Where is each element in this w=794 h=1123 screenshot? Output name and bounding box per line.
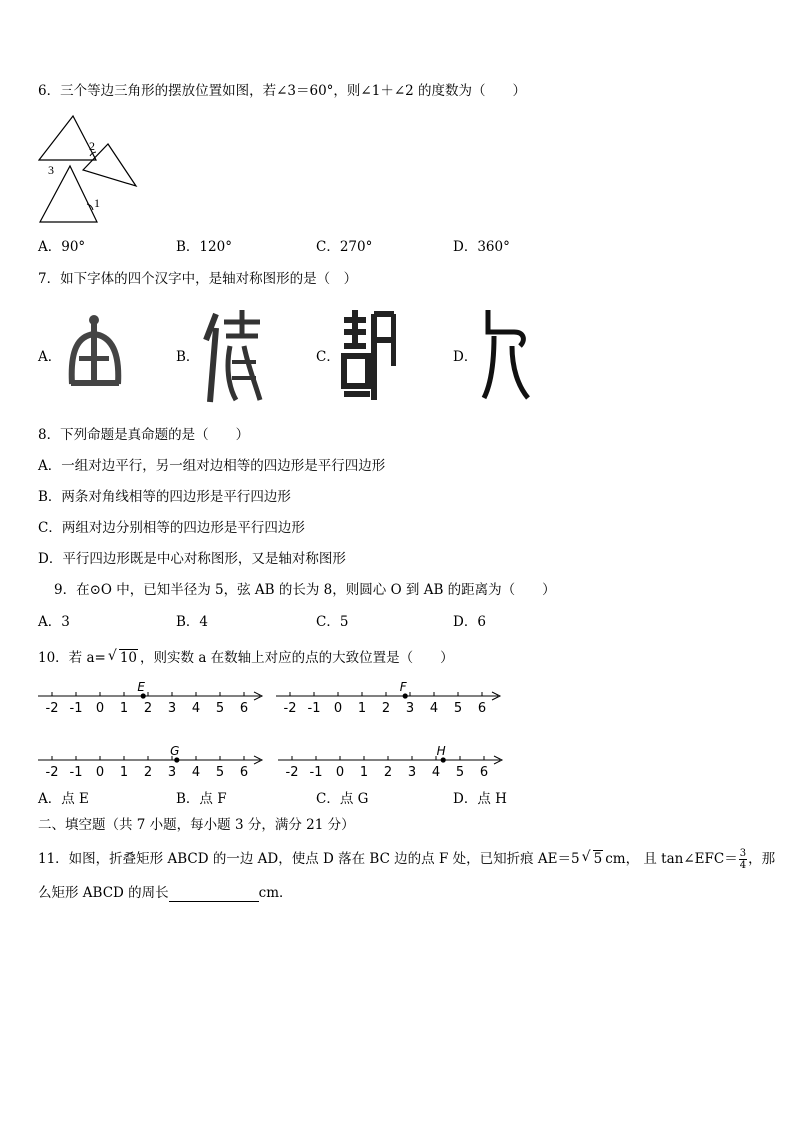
tick-label: 0 bbox=[333, 701, 343, 716]
tick-label: -1 bbox=[69, 701, 83, 716]
q6-option-c: C．270° bbox=[316, 239, 373, 255]
point-e-dot bbox=[141, 693, 146, 698]
point-f-label: F bbox=[399, 680, 407, 694]
q10-option-b: B．点 F bbox=[176, 791, 227, 807]
tick-label: 2 bbox=[143, 701, 153, 716]
tick-label: -2 bbox=[45, 765, 59, 780]
tick-label: -2 bbox=[285, 765, 299, 780]
tick-label: 0 bbox=[95, 765, 105, 780]
tick-label: 5 bbox=[455, 765, 465, 780]
tick-label: 3 bbox=[167, 701, 177, 716]
q9-option-b: B．4 bbox=[176, 614, 209, 630]
q7-option-b: B． bbox=[176, 349, 200, 365]
seal-glyph-b bbox=[202, 306, 266, 410]
sqrt-10-radicand: 10 bbox=[119, 650, 138, 666]
q6-triangles-figure bbox=[38, 114, 140, 228]
q10-stem-post: ，则实数 a 在数轴上对应的点的大致位置是（ ） bbox=[140, 650, 454, 666]
q6-option-a: A．90° bbox=[38, 239, 86, 255]
q8-option-b: B．两条对角线相等的四边形是平行四边形 bbox=[38, 489, 291, 505]
angle-3-label: 3 bbox=[48, 163, 54, 177]
q11-line-2-post: cm． bbox=[258, 885, 293, 901]
seal-glyph-c bbox=[340, 306, 396, 406]
fraction-3-4 bbox=[739, 848, 747, 871]
tick-label: 2 bbox=[381, 701, 391, 716]
tick-label: 3 bbox=[167, 765, 177, 780]
angle-2-label: 2 bbox=[89, 139, 95, 153]
tick-label: 0 bbox=[95, 701, 105, 716]
number-line-e bbox=[38, 678, 268, 722]
point-g-dot bbox=[174, 757, 179, 762]
angle-1-label: 1 bbox=[94, 196, 100, 210]
tick-label: 0 bbox=[335, 765, 345, 780]
q10-option-a: A．点 E bbox=[38, 791, 89, 807]
point-g-label: G bbox=[170, 744, 180, 758]
q11-line-1 bbox=[38, 848, 775, 871]
q8-option-a: A．一组对边平行，另一组对边相等的四边形是平行四边形 bbox=[38, 458, 386, 474]
tick-label: 3 bbox=[407, 765, 417, 780]
seal-glyph-a bbox=[66, 310, 124, 406]
tick-label: 5 bbox=[215, 765, 225, 780]
sqrt-5: √ 5 bbox=[581, 849, 603, 867]
tick-label: 1 bbox=[357, 701, 367, 716]
tick-label: 6 bbox=[239, 701, 249, 716]
q7-option-d: D． bbox=[453, 349, 478, 365]
q11-part-3: ，那 bbox=[748, 851, 776, 867]
tick-label: 1 bbox=[359, 765, 369, 780]
tick-label: -2 bbox=[45, 701, 59, 716]
q7-option-a: A． bbox=[38, 349, 62, 365]
q9-option-a: A．3 bbox=[38, 614, 70, 630]
q11-part-1: 11．如图，折叠矩形 ABCD 的一边 AD，使点 D 落在 BC 边的点 F 处，已知折痕 AE＝5 bbox=[38, 851, 580, 867]
q10-stem bbox=[38, 649, 454, 667]
tick-label: -2 bbox=[283, 701, 297, 716]
seal-glyph-d bbox=[480, 306, 532, 406]
q7-stem: 7．如下字体的四个汉字中，是轴对称图形的是（ ） bbox=[38, 271, 358, 287]
answer-blank[interactable] bbox=[169, 887, 259, 902]
tick-label: 4 bbox=[429, 701, 439, 716]
tick-label: -1 bbox=[69, 765, 83, 780]
q7-option-c: C． bbox=[316, 349, 340, 365]
section-2-title: 二、填空题（共 7 小题，每小题 3 分，满分 21 分） bbox=[38, 817, 355, 833]
tick-label: 1 bbox=[119, 765, 129, 780]
tick-label: 6 bbox=[477, 701, 487, 716]
tick-label: 6 bbox=[479, 765, 489, 780]
q6-stem: 6．三个等边三角形的摆放位置如图，若∠3＝60°，则∠1＋∠2 的度数为（ ） bbox=[38, 83, 527, 99]
tick-label: 5 bbox=[453, 701, 463, 716]
number-line-g bbox=[38, 742, 268, 786]
q8-option-d: D．平行四边形既是中心对称图形，又是轴对称图形 bbox=[38, 551, 346, 567]
q9-option-d: D．6 bbox=[453, 614, 486, 630]
tick-label: 2 bbox=[383, 765, 393, 780]
tick-label: -1 bbox=[309, 765, 323, 780]
sqrt-10: √ 10 bbox=[107, 648, 138, 666]
point-e-label: E bbox=[137, 680, 145, 694]
tick-label: 6 bbox=[239, 765, 249, 780]
q9-stem: 9．在⊙O 中，已知半径为 5，弦 AB 的长为 8，则圆心 O 到 AB 的距离为（ ） bbox=[54, 582, 556, 598]
q10-stem-pre: 10．若 a= bbox=[38, 650, 106, 666]
tick-label: 4 bbox=[191, 701, 201, 716]
sqrt-5-radicand: 5 bbox=[593, 851, 603, 867]
q10-option-d: D．点 H bbox=[453, 791, 507, 807]
q6-option-b: B．120° bbox=[176, 239, 232, 255]
tick-label: 2 bbox=[143, 765, 153, 780]
tick-label: 5 bbox=[215, 701, 225, 716]
number-line-h bbox=[278, 742, 508, 786]
tick-label: 4 bbox=[431, 765, 441, 780]
q9-option-c: C．5 bbox=[316, 614, 349, 630]
tick-label: 1 bbox=[119, 701, 129, 716]
q10-option-c: C．点 G bbox=[316, 791, 369, 807]
number-line-f bbox=[276, 678, 506, 722]
point-f-dot bbox=[403, 693, 408, 698]
fraction-numerator: 3 bbox=[739, 848, 747, 859]
tick-label: 4 bbox=[191, 765, 201, 780]
q8-option-c: C．两组对边分别相等的四边形是平行四边形 bbox=[38, 520, 305, 536]
fraction-denominator: 4 bbox=[739, 860, 747, 871]
q6-option-d: D．360° bbox=[453, 239, 510, 255]
point-h-label: H bbox=[436, 744, 446, 758]
q11-part-2: cm， 且 tan∠EFC＝ bbox=[605, 851, 738, 867]
q11-line-2-pre: 么矩形 ABCD 的周长 bbox=[38, 885, 169, 901]
tick-label: 3 bbox=[405, 701, 415, 716]
q8-stem: 8．下列命题是真命题的是（ ） bbox=[38, 427, 250, 443]
q11-line-2 bbox=[38, 884, 293, 902]
tick-label: -1 bbox=[307, 701, 321, 716]
point-h-dot bbox=[441, 757, 446, 762]
